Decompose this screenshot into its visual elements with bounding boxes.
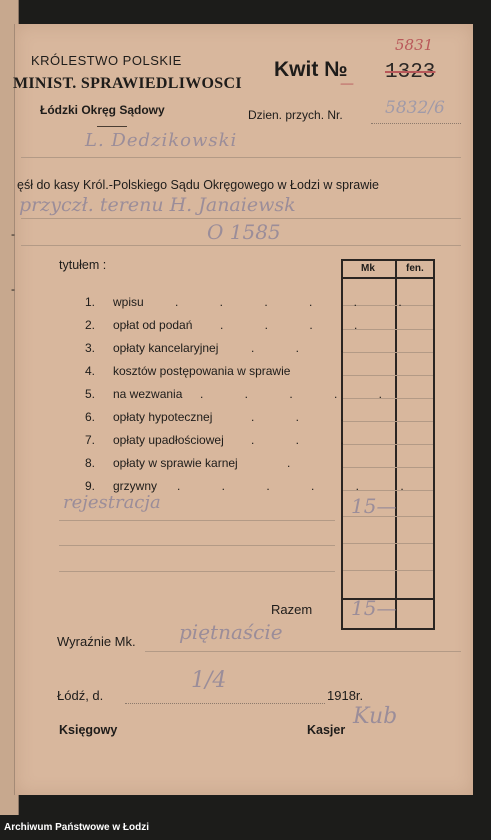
razem-label: Razem: [271, 602, 313, 617]
punch-mark: -: [11, 282, 15, 296]
item-dots: . . . . .: [200, 387, 402, 401]
item-label: kosztów postępowania w sprawie: [113, 364, 291, 378]
item-label: opłaty w sprawie karnej: [113, 456, 238, 470]
item-dots: . . . . . .: [177, 479, 423, 493]
header-mk: Mk: [361, 263, 375, 274]
extra-entry-label: rejestracja: [63, 492, 161, 513]
item-label: opłaty upadłościowej: [113, 433, 224, 447]
item-num: 3.: [85, 341, 96, 355]
dzien-value: 5832/6: [385, 98, 445, 118]
item-num: 6.: [85, 410, 96, 424]
case-description: przyczł. terenu H. Janaiewsk: [19, 194, 296, 216]
date-label: Łódź, d.: [57, 688, 104, 703]
case-line-1: [21, 218, 461, 219]
header-fen: fen.: [406, 263, 424, 274]
blank-line: [59, 520, 335, 521]
date-value: 1/4: [191, 668, 227, 693]
item-dots: . . .: [251, 410, 363, 424]
item-num: 4.: [85, 364, 96, 378]
header-kingdom: KRÓLESTWO POLSKIE: [31, 53, 182, 68]
punch-mark: -: [11, 227, 15, 241]
row-rule: [343, 467, 433, 468]
row-rule: [343, 570, 433, 571]
dzien-label: Dzien. przych. Nr.: [248, 108, 343, 122]
item-label: grzywny: [113, 479, 158, 493]
date-line: [125, 703, 325, 704]
archive-footer: Archiwum Państwowe w Łodzi: [0, 815, 491, 840]
razem-value: 15—: [351, 596, 397, 620]
item-num: 8.: [85, 456, 96, 470]
date-year: 1918r.: [327, 688, 364, 703]
item-label: na wezwania: [113, 387, 183, 401]
item-label: opłat od podań: [113, 318, 193, 332]
red-number: 5831: [395, 36, 434, 54]
kwit-label: Kwit №: [274, 58, 348, 81]
item-num: 1.: [85, 295, 96, 309]
header-district: Łódzki Okręg Sądowy: [40, 103, 165, 117]
kasjer-signature: Kub: [353, 704, 398, 729]
blank-line: [59, 571, 335, 572]
text-line: ęśł do kasy Król.-Polskiego Sądu Okręgowego w Łodzi w sprawie: [17, 178, 379, 192]
wyraznie-label: Wyraźnie Mk.: [57, 634, 136, 649]
wyraznie-value: piętnaście: [179, 620, 283, 644]
payer-name: L. Dedzikowski: [85, 130, 238, 151]
kwit-dash: —: [340, 76, 354, 92]
item-dots: .: [287, 456, 310, 470]
item-label: wpisu: [113, 295, 144, 309]
case-number: O 1585: [207, 220, 281, 244]
case-line-2: [21, 245, 461, 246]
kasjer-label: Kasjer: [307, 723, 346, 737]
item-dots: . . .: [251, 433, 363, 447]
row-rule: [343, 543, 433, 544]
header-underline: [97, 126, 127, 127]
item-dots: . . . . . .: [175, 295, 421, 309]
item-dots: . . . .: [220, 318, 377, 332]
blank-line: [59, 545, 335, 546]
item-num: 5.: [85, 387, 96, 401]
header-separator: [343, 277, 433, 279]
row-rule: [343, 375, 433, 376]
item-num: 7.: [85, 433, 96, 447]
payer-line: [21, 157, 461, 158]
extra-entry-amount: 15—: [351, 494, 397, 518]
header-ministry: MINIST. SPRAWIEDLIWOSCI: [13, 75, 242, 92]
item-num: 2.: [85, 318, 96, 332]
wyraznie-line: [145, 651, 461, 652]
item-label: opłaty hypotecznej: [113, 410, 213, 424]
title-label: tytułem :: [59, 258, 107, 272]
printed-number: 1323: [385, 61, 436, 84]
receipt-form: [11, 24, 473, 795]
dzien-line: [371, 123, 461, 124]
ksiegowy-label: Księgowy: [59, 723, 118, 737]
item-num: 9.: [85, 479, 96, 493]
item-label: opłaty kancelaryjnej: [113, 341, 219, 355]
item-dots: . . .: [251, 341, 363, 355]
